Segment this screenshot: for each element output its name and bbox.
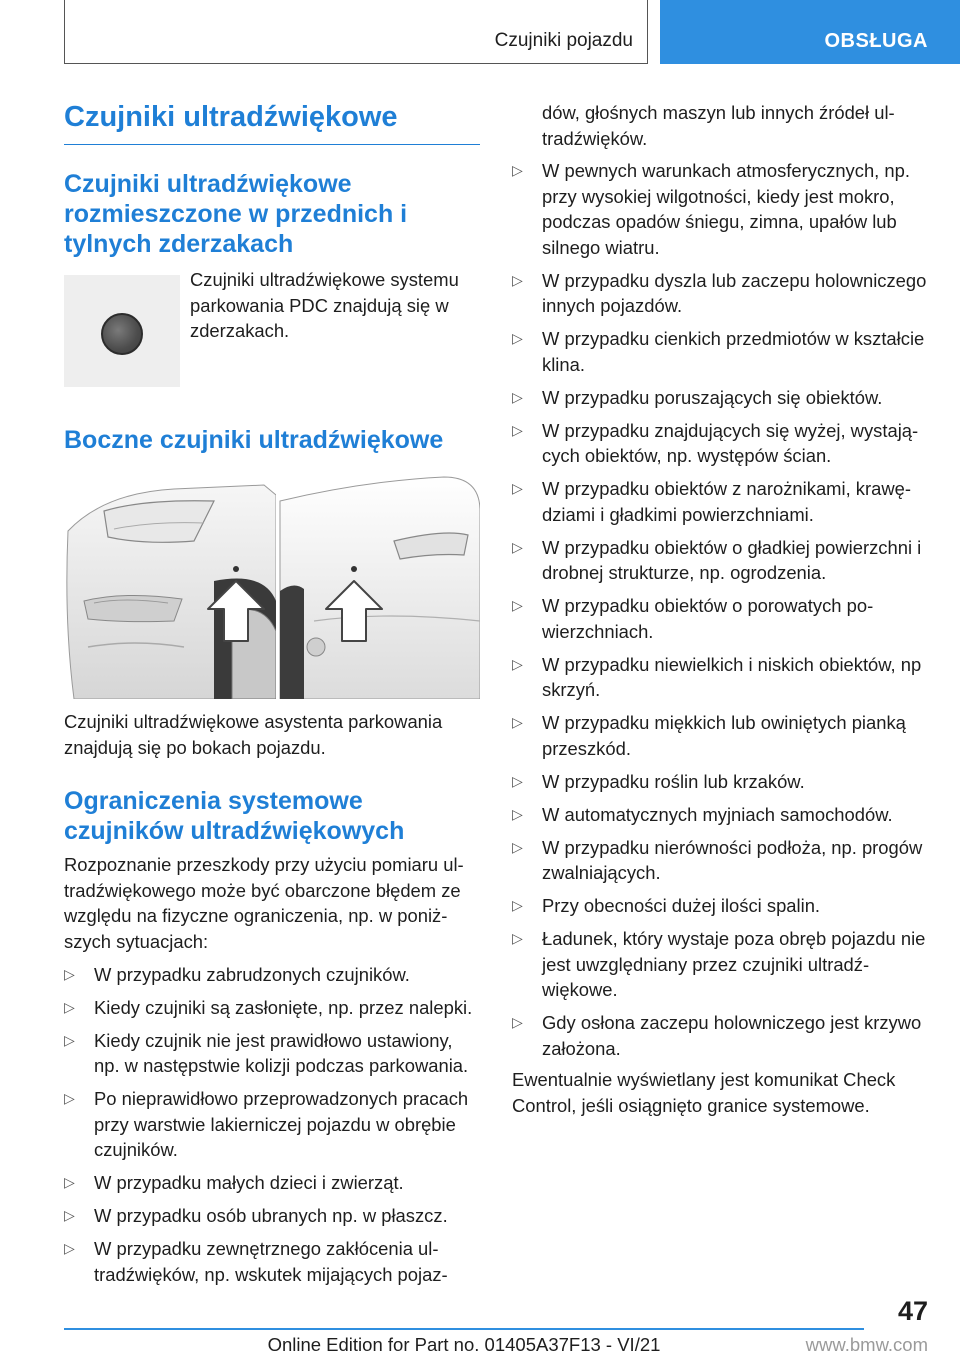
list-item: ▷ W przypadku poruszających się obiektów. bbox=[512, 385, 928, 411]
list-item: ▷ Ładunek, który wystaje poza obręb pojazdu nie jest uwzględniany przez czujniki ultradźwiękowe. bbox=[512, 928, 926, 1000]
header-frame bbox=[64, 0, 648, 64]
list-item: ▷ W przypadku zewnętrznego zakłócenia ultradźwięków, np. wskutek mijających pojaz- bbox=[64, 1238, 448, 1285]
list-item: ▷ W pewnych warunkach atmosferycznych, np. przy wysokiej wilgotności, kiedy jest mokro, podczas opadów śniegu, zimna, upałów lub silnego wiatru. bbox=[512, 160, 910, 258]
list-item: ▷ W przypadku miękkich lub owiniętych pianką przeszkód. bbox=[512, 712, 906, 759]
triangle-bullet-icon: ▷ bbox=[512, 538, 523, 555]
side-sensors-illustration bbox=[64, 471, 480, 699]
right-column bbox=[512, 100, 928, 1118]
list-item: ▷ W przypadku roślin lub krzaków. bbox=[512, 769, 928, 795]
page-number: 47 bbox=[897, 1296, 928, 1326]
triangle-bullet-icon: ▷ bbox=[512, 897, 523, 913]
heading-system-limits: Ograniczenia systemowe czujników ultradźwiękowych bbox=[64, 787, 405, 845]
list-item: ▷ W przypadku nierówności podłoża, np. progów zwalniających. bbox=[512, 836, 923, 883]
footer-edition: Online Edition for Part no. 01405A37F13 - VI/21 bbox=[267, 1334, 661, 1355]
list-item: ▷ Przy obecności dużej ilości spalin. bbox=[512, 893, 928, 919]
list-item: ▷ W przypadku obiektów z narożnikami, krawędziami i gładkimi powierzchniami. bbox=[512, 478, 911, 525]
triangle-bullet-icon: ▷ bbox=[64, 1090, 75, 1106]
list-item: ▷ Kiedy czujniki są zasłonięte, np. przez nalepki. bbox=[64, 995, 480, 1021]
list-item: ▷ Po nieprawidłowo przeprowadzonych pracach przy warstwie lakierniczej pojazdu w obrębie czujników. bbox=[64, 1088, 469, 1160]
triangle-bullet-icon: ▷ bbox=[512, 655, 523, 672]
triangle-bullet-icon: ▷ bbox=[512, 421, 523, 438]
list-item: ▷ W przypadku obiektów o porowatych powierzchniach. bbox=[512, 595, 874, 642]
header-section-title: Czujniki pojazdu bbox=[494, 30, 633, 51]
header-chapter-tab[interactable]: OBSŁUGA bbox=[660, 0, 960, 64]
triangle-bullet-icon: ▷ bbox=[512, 388, 523, 405]
page-title: Czujniki ultradźwiękowe bbox=[64, 100, 480, 145]
triangle-bullet-icon: ▷ bbox=[512, 271, 523, 288]
front-rear-sensor-block bbox=[64, 267, 480, 407]
list-item: ▷ W przypadku małych dzieci i zwierząt. bbox=[64, 1170, 480, 1196]
heading-front-rear-sensors: Czujniki ultradźwiękowe rozmieszczone w przednich i tylnych zderzakach bbox=[64, 170, 408, 258]
list-item: ▷ W automatycznych myjniach samochodów. bbox=[512, 802, 928, 828]
list-item: ▷ W przypadku dyszla lub zaczepu holowniczego innych pojazdów. bbox=[512, 269, 927, 316]
triangle-bullet-icon: ▷ bbox=[64, 965, 75, 982]
triangle-bullet-icon: ▷ bbox=[64, 1031, 75, 1048]
heading-side-sensors: Boczne czujniki ultradźwiękowe bbox=[64, 426, 444, 454]
list-item: ▷ W przypadku cienkich przedmiotów w kształcie klina. bbox=[512, 328, 925, 375]
triangle-bullet-icon: ▷ bbox=[512, 805, 523, 822]
footer-divider bbox=[64, 1328, 864, 1330]
triangle-bullet-icon: ▷ bbox=[512, 162, 523, 178]
triangle-bullet-icon: ▷ bbox=[64, 1207, 75, 1223]
triangle-bullet-icon: ▷ bbox=[512, 838, 523, 855]
triangle-bullet-icon: ▷ bbox=[64, 1240, 75, 1256]
list-item: ▷ W przypadku obiektów o gładkiej powierzchni i drobnej strukturze, np. ogrodzenia. bbox=[512, 536, 922, 583]
triangle-bullet-icon: ▷ bbox=[512, 330, 523, 346]
limits-list-right bbox=[512, 158, 928, 1061]
triangle-bullet-icon: ▷ bbox=[64, 998, 75, 1015]
footer-website-link[interactable]: www.bmw.com bbox=[805, 1334, 928, 1355]
list-item: ▷ W przypadku osób ubranych np. w płaszcz. bbox=[64, 1203, 480, 1229]
rear-car-view bbox=[280, 477, 480, 699]
sensor-image bbox=[64, 275, 180, 387]
check-control-note: Ewentualnie wyświetlany jest komunikat Check Control, jeśli osiągnięto granice systemowe. bbox=[512, 1069, 896, 1116]
side-sensors-caption: Czujniki ultradźwiękowe asystenta parkowania znajdują się po bokach pojazdu. bbox=[64, 711, 443, 758]
triangle-bullet-icon: ▷ bbox=[512, 597, 523, 613]
list-item: ▷ W przypadku zabrudzonych czujników. bbox=[64, 962, 480, 988]
left-column bbox=[64, 100, 480, 1287]
ultrasonic-sensor-icon bbox=[101, 313, 143, 355]
triangle-bullet-icon: ▷ bbox=[512, 1014, 523, 1030]
list-item: ▷ Gdy osłona zaczepu holowniczego jest krzywo założona. bbox=[512, 1012, 922, 1059]
system-limits-intro: Rozpoznanie przeszkody przy użyciu pomiaru ultradźwiękowego może być obarczone błędem ze względu na fizyczne ograniczenia, np. w poniższych sytuacjach: bbox=[64, 854, 464, 952]
list-item: ▷ W przypadku znajdujących się wyżej, wystających obiektów, np. występów ścian. bbox=[512, 419, 919, 466]
triangle-bullet-icon: ▷ bbox=[512, 714, 523, 730]
triangle-bullet-icon: ▷ bbox=[512, 930, 523, 946]
list-item: ▷ W przypadku niewielkich i niskich obiektów, np skrzyń. bbox=[512, 653, 922, 700]
limits-list-left bbox=[64, 962, 480, 1288]
list-item: ▷ Kiedy czujnik nie jest prawidłowo ustawiony, np. w następstwie kolizji podczas parkowania. bbox=[64, 1029, 469, 1076]
triangle-bullet-icon: ▷ bbox=[64, 1174, 75, 1190]
list-item-continuation: dów, głośnych maszyn lub innych źródeł ultradźwięków. bbox=[542, 102, 895, 149]
triangle-bullet-icon: ▷ bbox=[512, 480, 523, 496]
triangle-bullet-icon: ▷ bbox=[512, 772, 523, 789]
front-rear-sensor-text: Czujniki ultradźwiękowe systemu parkowania PDC znajdują się w zderzakach. bbox=[190, 269, 459, 341]
